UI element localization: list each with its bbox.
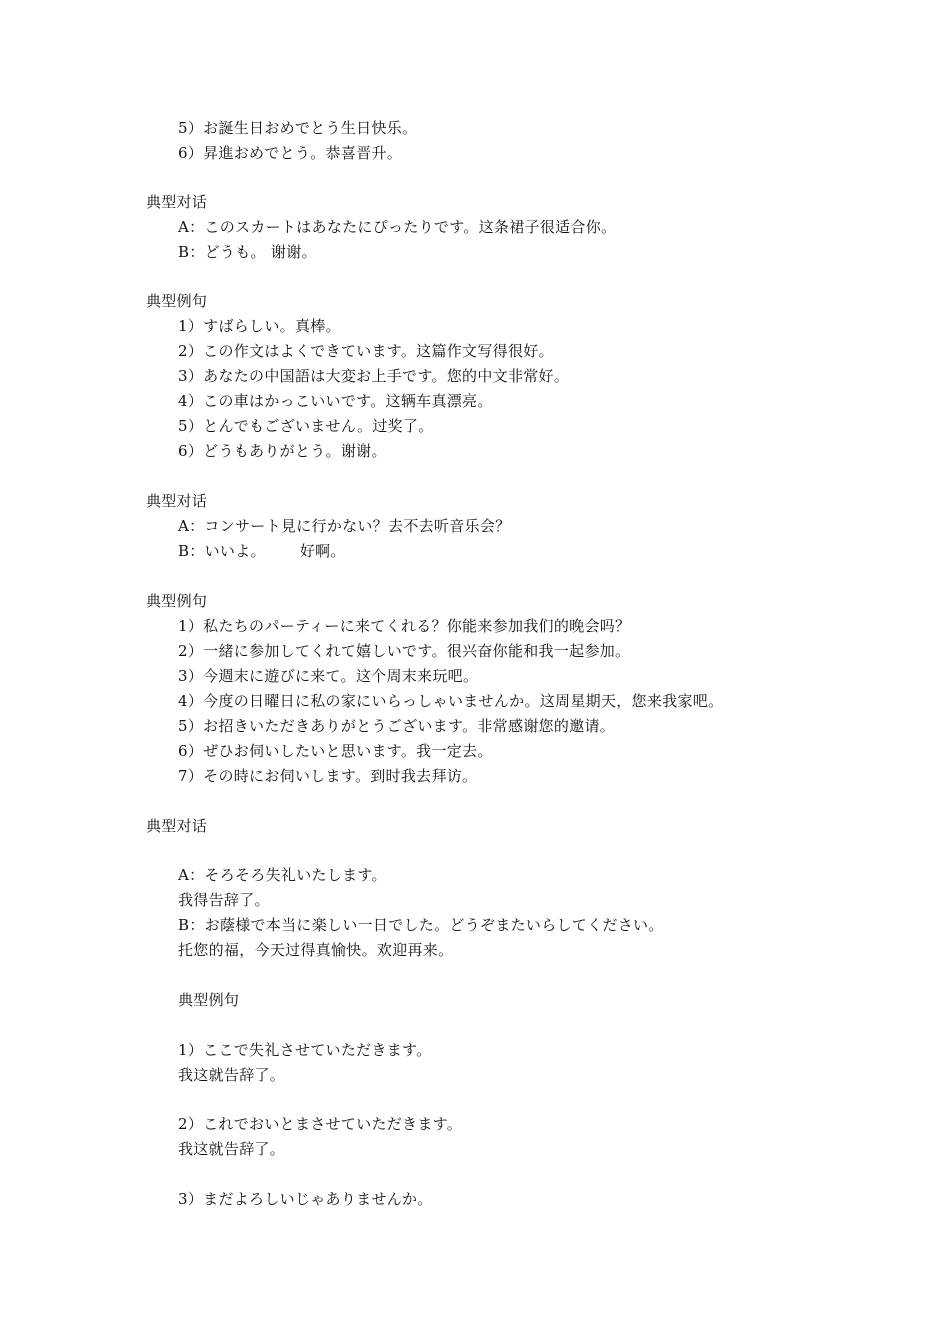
list-item: 1）ここで失礼させていただきます。 [178, 1041, 432, 1059]
list-item: 2）これでおいとまさせていただきます。 [178, 1115, 463, 1133]
section-heading: 典型对话 [146, 193, 208, 211]
list-item: 3）まだよろしいじゃありませんか。 [178, 1190, 433, 1208]
list-item: 1）すばらしい。真棒。 [178, 317, 341, 335]
dialogue-line: A：コンサート見に行かない？去不去听音乐会？ [178, 517, 511, 535]
list-item: 我这就告辞了。 [178, 1066, 286, 1084]
dialogue-line: A：このスカートはあなたにぴったりです。这条裙子很适合你。 [178, 218, 617, 236]
list-item: 5）お誕生日おめでとう生日快乐。 [178, 119, 418, 137]
dialogue-line: B：どうも。 谢谢。 [178, 243, 317, 261]
list-item: 7）その時にお伺いします。到时我去拜访。 [178, 767, 478, 785]
section-heading: 典型对话 [146, 492, 208, 510]
dialogue-line: 我得告辞了。 [178, 891, 270, 909]
dialogue-line: 托您的福，今天过得真愉快。欢迎再来。 [178, 941, 454, 959]
section-heading: 典型对话 [146, 817, 208, 835]
list-item: 6）ぜひお伺いしたいと思います。我一定去。 [178, 742, 493, 760]
section-heading: 典型例句 [146, 592, 208, 610]
list-item: 4）今度の日曜日に私の家にいらっしゃいませんか。这周星期天，您来我家吧。 [178, 692, 724, 710]
dialogue-line: A：そろそろ失礼いたします。 [178, 866, 387, 884]
list-item: 2）この作文はよくできています。这篇作文写得很好。 [178, 342, 554, 360]
list-item: 5）お招きいただきありがとうございます。非常感谢您的邀请。 [178, 717, 616, 735]
section-heading: 典型例句 [178, 991, 240, 1009]
list-item: 6）どうもありがとう。谢谢。 [178, 442, 387, 460]
dialogue-line [178, 541, 346, 561]
list-item: 5）とんでもございません。过奖了。 [178, 417, 434, 435]
dialogue-cn: 好啊。 [299, 542, 346, 560]
list-item: 我这就告辞了。 [178, 1140, 286, 1158]
list-item: 6）昇進おめでとう。恭喜晋升。 [178, 144, 403, 162]
list-item: 3）今週末に遊びに来て。这个周末来玩吧。 [178, 667, 479, 685]
dialogue-jp: B：いいよ。 [178, 542, 266, 560]
section-heading: 典型例句 [146, 292, 208, 310]
list-item: 2）一緒に参加してくれて嬉しいです。很兴奋你能和我一起参加。 [178, 642, 631, 660]
list-item: 3）あなたの中国語は大変お上手です。您的中文非常好。 [178, 367, 570, 385]
list-item: 4）この車はかっこいいです。这辆车真漂亮。 [178, 392, 493, 410]
list-item: 1）私たちのパーティーに来てくれる？你能来参加我们的晚会吗？ [178, 617, 631, 635]
dialogue-line: B：お蔭様で本当に楽しい一日でした。どうぞまたいらしてください。 [178, 916, 664, 934]
